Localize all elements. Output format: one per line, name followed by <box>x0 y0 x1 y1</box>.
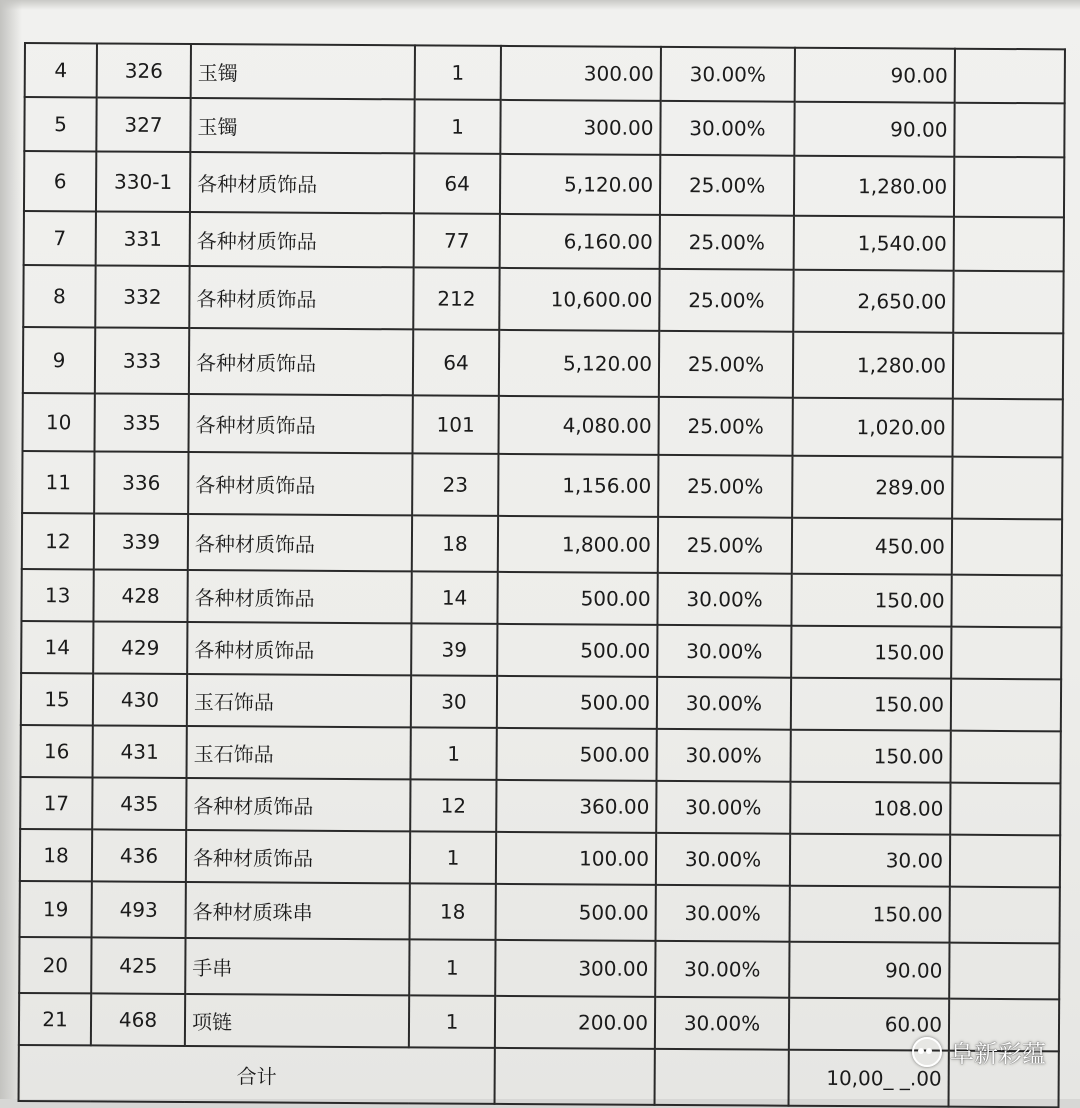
item-code-cell: 428 <box>93 569 187 622</box>
item-name-cell: 玉镯 <box>191 44 415 99</box>
item-code-cell: 339 <box>94 513 188 570</box>
item-name-cell: 各种材质饰品 <box>189 266 413 329</box>
amount-cell: 10,600.00 <box>499 268 659 331</box>
amount-cell: 200.00 <box>495 996 655 1049</box>
item-code-cell: 330-1 <box>96 151 190 212</box>
amount-cell: 4,080.00 <box>498 396 658 455</box>
assessed-value-cell: 150.00 <box>791 574 951 627</box>
table-row <box>20 881 1060 943</box>
quantity-cell: 1 <box>410 831 496 884</box>
item-name-cell: 各种材质饰品 <box>188 394 412 453</box>
item-name-cell: 各种材质饰品 <box>189 328 413 395</box>
table-row <box>23 393 1063 457</box>
table-row <box>21 569 1061 627</box>
blank-cell-cell <box>951 575 1061 628</box>
item-code-cell: 430 <box>93 673 187 726</box>
assessed-value-cell: 150.00 <box>791 626 951 679</box>
assessed-value-cell: 450.00 <box>792 518 952 575</box>
rate-cell: 30.00% <box>656 833 790 886</box>
amount-cell: 6,160.00 <box>500 214 660 269</box>
item-code-cell: 326 <box>97 43 191 98</box>
table-row <box>24 97 1064 157</box>
item-code-cell: 331 <box>96 211 190 266</box>
blank-cell <box>495 1048 655 1105</box>
page-edge-shadow <box>0 0 1080 10</box>
amount-cell: 500.00 <box>496 884 656 941</box>
rate-cell: 25.00% <box>660 215 794 270</box>
item-name-cell: 各种材质珠串 <box>186 882 410 939</box>
amount-cell: 500.00 <box>497 572 657 625</box>
rate-cell: 25.00% <box>658 455 792 518</box>
item-code-cell: 332 <box>95 265 189 328</box>
quantity-cell: 14 <box>411 571 497 624</box>
row-number-cell: 19 <box>20 881 92 937</box>
assessed-value-cell: 90.00 <box>794 102 954 157</box>
row-number-cell: 6 <box>24 151 96 211</box>
amount-cell: 100.00 <box>496 832 656 885</box>
blank-cell-cell <box>954 103 1064 158</box>
amount-cell: 500.00 <box>497 676 657 729</box>
table-row <box>24 151 1064 217</box>
item-code-cell: 336 <box>94 451 188 514</box>
blank-cell-cell <box>950 887 1060 944</box>
rate-cell: 30.00% <box>656 781 790 834</box>
amount-cell: 500.00 <box>497 728 657 781</box>
amount-cell: 300.00 <box>500 100 660 155</box>
rate-cell: 25.00% <box>660 155 794 216</box>
amount-cell: 500.00 <box>497 624 657 677</box>
table-row <box>21 673 1061 731</box>
item-name-cell: 各种材质饰品 <box>187 622 411 675</box>
assessed-value-cell: 90.00 <box>789 942 949 999</box>
row-number-cell: 7 <box>24 211 96 265</box>
row-number-cell: 14 <box>21 621 93 673</box>
item-name-cell: 各种材质饰品 <box>188 452 412 515</box>
table-row <box>25 43 1065 103</box>
quantity-cell: 1 <box>409 939 495 996</box>
assessed-value-cell: 2,650.00 <box>793 270 953 333</box>
total-row <box>19 1045 1059 1107</box>
blank-cell-cell <box>951 679 1061 732</box>
rate-cell: 25.00% <box>659 331 793 398</box>
table-row <box>20 829 1060 887</box>
row-number-cell: 8 <box>23 265 95 327</box>
item-name-cell: 各种材质饰品 <box>186 778 410 831</box>
assessed-value-cell: 108.00 <box>790 782 950 835</box>
blank-cell-cell <box>951 627 1061 680</box>
assessed-value-cell: 30.00 <box>790 834 950 887</box>
table-row <box>21 621 1061 679</box>
row-number-cell: 20 <box>19 937 91 993</box>
row-number-cell: 18 <box>20 829 92 881</box>
item-name-cell: 玉镯 <box>190 98 414 153</box>
quantity-cell: 39 <box>411 623 497 676</box>
rate-cell: 30.00% <box>657 677 791 730</box>
row-number-cell: 10 <box>23 393 95 451</box>
blank-cell-cell <box>954 217 1064 272</box>
blank-cell-cell <box>950 731 1060 784</box>
wechat-icon <box>912 1037 942 1067</box>
quantity-cell: 1 <box>414 99 500 154</box>
amount-cell: 1,800.00 <box>498 516 658 573</box>
quantity-cell: 77 <box>414 213 500 268</box>
row-number-cell: 12 <box>22 513 94 569</box>
assessed-value-cell: 289.00 <box>792 456 952 519</box>
amount-cell: 360.00 <box>496 780 656 833</box>
watermark-text: 阜新彩蕴 <box>950 1040 1046 1068</box>
row-number-cell: 21 <box>19 993 91 1045</box>
item-name-cell: 各种材质饰品 <box>186 830 410 883</box>
assessed-value-cell: 1,280.00 <box>794 156 954 217</box>
quantity-cell: 18 <box>412 515 498 572</box>
blank-cell-cell <box>953 271 1063 334</box>
table-row <box>22 513 1062 575</box>
table-row <box>23 265 1063 333</box>
amount-cell: 5,120.00 <box>499 330 659 397</box>
item-name-cell: 项链 <box>185 994 409 1047</box>
row-number-cell: 5 <box>24 97 96 151</box>
item-code-cell: 431 <box>93 725 187 778</box>
quantity-cell: 64 <box>414 153 500 214</box>
item-code-cell: 468 <box>91 993 185 1046</box>
rate-cell: 30.00% <box>655 941 789 998</box>
table-body <box>19 43 1065 1107</box>
quantity-cell: 64 <box>413 329 499 396</box>
total-label: 合计 <box>19 1045 495 1104</box>
quantity-cell: 30 <box>411 675 497 728</box>
item-name-cell: 手串 <box>185 938 409 995</box>
item-name-cell: 各种材质饰品 <box>190 212 414 267</box>
row-number-cell: 13 <box>21 569 93 621</box>
total-value: 10,00_ _.00 <box>789 1050 949 1107</box>
assessed-value-cell: 1,280.00 <box>793 332 953 399</box>
row-number-cell: 17 <box>20 777 92 829</box>
quantity-cell: 101 <box>412 395 498 454</box>
blank-cell-cell <box>952 399 1062 458</box>
appraisal-table <box>18 42 1066 1108</box>
item-name-cell: 玉石饰品 <box>187 726 411 779</box>
table-row <box>23 327 1063 399</box>
quantity-cell: 18 <box>410 883 496 940</box>
blank-cell-cell <box>950 783 1060 836</box>
rate-cell: 30.00% <box>655 997 789 1050</box>
blank-cell-cell <box>955 49 1065 104</box>
amount-cell: 1,156.00 <box>498 454 658 517</box>
table-row <box>19 937 1059 999</box>
item-code-cell: 425 <box>91 937 185 994</box>
assessed-value-cell: 60.00 <box>789 998 949 1051</box>
assessed-value-cell: 90.00 <box>795 48 955 103</box>
row-number-cell: 9 <box>23 327 95 393</box>
rate-cell: 30.00% <box>657 625 791 678</box>
assessed-value-cell: 1,540.00 <box>794 216 954 271</box>
rate-cell: 25.00% <box>658 397 792 456</box>
blank-cell-cell <box>949 943 1059 1000</box>
table-row <box>20 777 1060 835</box>
quantity-cell: 1 <box>415 45 501 100</box>
table-row <box>21 725 1061 783</box>
quantity-cell: 212 <box>413 267 499 330</box>
amount-cell: 300.00 <box>495 940 655 997</box>
amount-cell: 5,120.00 <box>500 154 660 215</box>
rate-cell: 30.00% <box>657 573 791 626</box>
item-name-cell: 各种材质饰品 <box>190 152 414 213</box>
blank-cell <box>655 1049 789 1106</box>
rate-cell: 25.00% <box>658 517 792 574</box>
row-number-cell: 11 <box>22 451 94 513</box>
assessed-value-cell: 1,020.00 <box>792 398 952 457</box>
item-code-cell: 429 <box>93 621 187 674</box>
blank-cell-cell <box>952 519 1062 576</box>
item-code-cell: 333 <box>95 327 189 394</box>
table-row <box>24 211 1064 271</box>
assessed-value-cell: 150.00 <box>790 886 950 943</box>
rate-cell: 30.00% <box>656 885 790 942</box>
item-name-cell: 各种材质饰品 <box>188 514 412 571</box>
blank-cell-cell <box>954 157 1064 218</box>
row-number-cell: 15 <box>21 673 93 725</box>
blank-cell-cell <box>953 333 1063 400</box>
quantity-cell: 23 <box>412 453 498 516</box>
item-name-cell: 玉石饰品 <box>187 674 411 727</box>
rate-cell: 30.00% <box>656 729 790 782</box>
item-code-cell: 436 <box>92 829 186 882</box>
rate-cell: 30.00% <box>660 101 794 156</box>
item-code-cell: 493 <box>92 881 186 938</box>
blank-cell-cell <box>952 457 1062 520</box>
item-code-cell: 335 <box>95 393 189 452</box>
assessed-value-cell: 150.00 <box>791 678 951 731</box>
rate-cell: 30.00% <box>661 47 795 102</box>
row-number-cell: 4 <box>25 43 97 97</box>
table-row <box>19 993 1059 1051</box>
amount-cell: 300.00 <box>501 46 661 101</box>
quantity-cell: 1 <box>411 727 497 780</box>
item-code-cell: 435 <box>92 777 186 830</box>
item-name-cell: 各种材质饰品 <box>187 570 411 623</box>
assessed-value-cell: 150.00 <box>790 730 950 783</box>
blank-cell-cell <box>950 835 1060 888</box>
rate-cell: 25.00% <box>659 269 793 332</box>
row-number-cell: 16 <box>21 725 93 777</box>
table-row <box>22 451 1062 519</box>
quantity-cell: 1 <box>409 995 495 1048</box>
item-code-cell: 327 <box>96 97 190 152</box>
watermark <box>912 1034 1046 1069</box>
quantity-cell: 12 <box>410 779 496 832</box>
